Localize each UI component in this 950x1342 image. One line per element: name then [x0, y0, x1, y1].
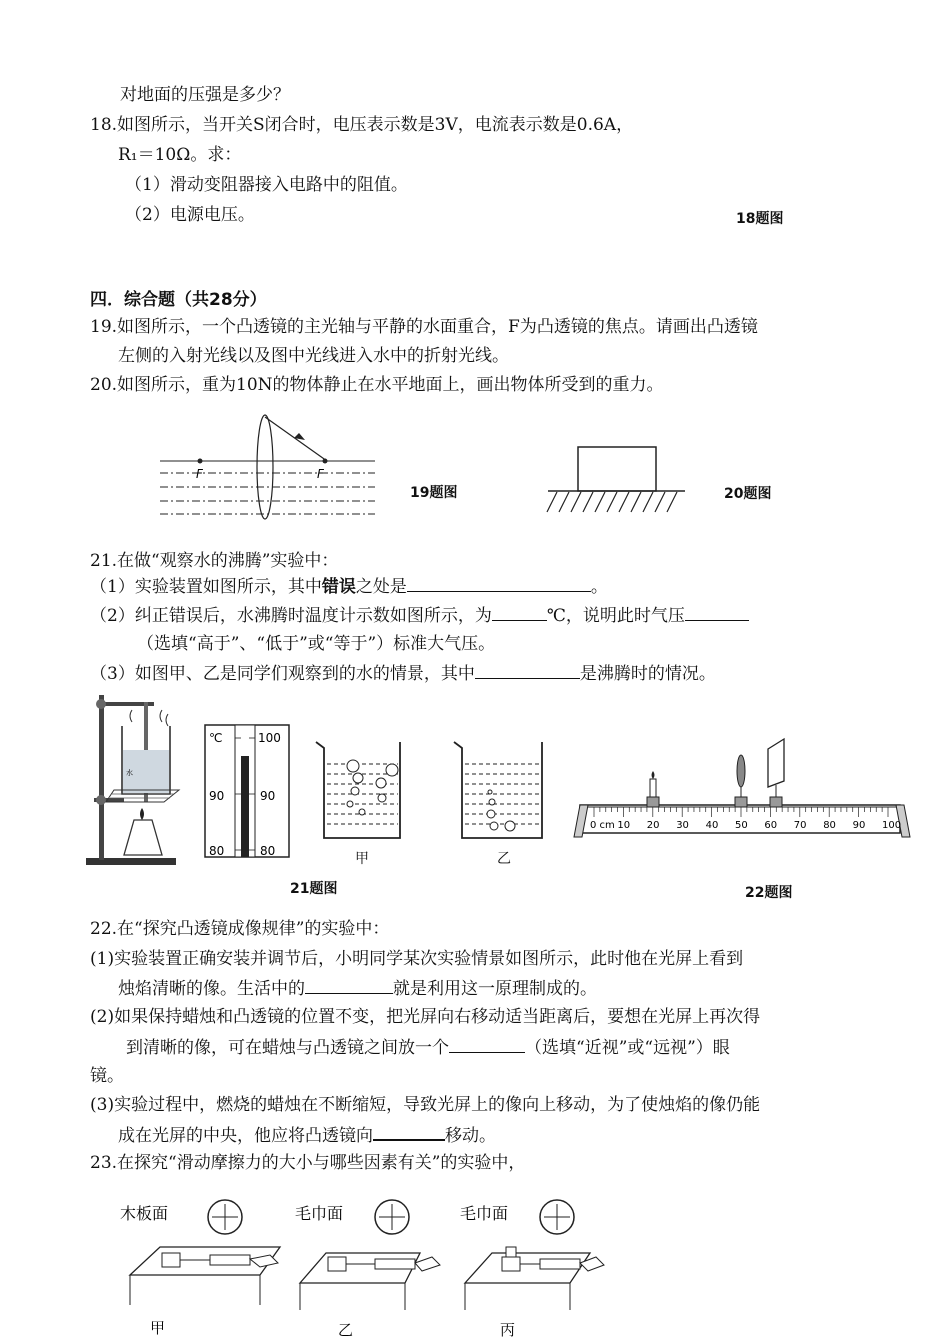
optical-bench-figure [570, 735, 912, 843]
thermometer-tick-90-left: 90 [209, 789, 225, 803]
thermometer-tick-90-right: 90 [260, 789, 276, 803]
lens-water-figure [155, 412, 380, 520]
setup-name-bing: 丙 [500, 1321, 516, 1339]
ruler-label: 20 [646, 820, 660, 831]
ruler-label: 60 [764, 820, 778, 831]
q21-sub2-cont: （选填“高于”、“低于”或“等于”）标准大气压。 [137, 634, 496, 654]
q17-text: 对地面的压强是多少？ [120, 85, 290, 105]
answer-blank[interactable] [449, 1036, 525, 1053]
q18-sub2: （2）电源电压。 [125, 205, 255, 225]
ruler-label: 50 [735, 820, 748, 831]
q22-sub2: (2)如果保持蜡烛和凸透镜的位置不变，把光屏向右移动适当距离后，要想在光屏上再次得 [90, 1007, 761, 1027]
thermometer-tick-100: 100 [258, 731, 281, 745]
q18-caption: 18题图 [736, 211, 784, 227]
beaker-yi-figure [450, 738, 554, 844]
beaker-jia-figure [310, 738, 410, 844]
q18-line2: R₁＝10Ω。求： [118, 145, 242, 165]
answer-blank[interactable] [373, 1123, 445, 1141]
q21-sub1: （1）实验装置如图所示，其中错误之处是 。 [90, 577, 608, 597]
ruler-label: 80 [823, 820, 836, 831]
q23-line1: 23.在探究“滑动摩擦力的大小与哪些因素有关”的实验中， [90, 1153, 526, 1173]
answer-blank[interactable] [305, 977, 393, 994]
ruler-label: 10 [617, 820, 631, 831]
q21-caption: 21题图 [290, 881, 338, 897]
ruler-label: 40 [705, 820, 719, 831]
q22-line1: 22.在“探究凸透镜成像规律”的实验中： [90, 919, 390, 939]
svg-text:水: 水 [126, 769, 133, 777]
surface-label-yi: 毛巾面 [295, 1204, 344, 1223]
setup-name-jia: 甲 [150, 1319, 166, 1337]
q21-sub3: （3）如图甲、乙是同学们观察到的水的情景，其中 是沸腾时的情况。 [90, 664, 716, 684]
section-heading: 四．综合题（共28分） [90, 290, 267, 310]
surface-label-bing: 毛巾面 [460, 1204, 509, 1223]
answer-blank[interactable] [407, 575, 591, 592]
q19-line1: 19.如图所示，一个凸透镜的主光轴与平静的水面重合，F为凸透镜的焦点。请画出凸透镜 [90, 317, 758, 337]
friction-experiment-figure [120, 1195, 620, 1340]
q22-sub2-cont: 到清晰的像，可在蜡烛与凸透镜之间放一个 （选填“近视”或“远视”）眼 [126, 1038, 730, 1058]
q21-sub2: （2）纠正错误后，水沸腾时温度计示数如图所示，为 ℃，说明此时气压 [90, 604, 749, 627]
q18-line1: 18.如图所示，当开关S闭合时，电压表示数是3V，电流表示数是0.6A， [90, 115, 634, 135]
q22-sub1: (1)实验装置正确安装并调节后，小明同学某次实验情景如图所示，此时他在光屏上看到 [90, 949, 744, 969]
ruler-label: 100 [882, 820, 902, 831]
surface-label-jia: 木板面 [120, 1204, 169, 1223]
ruler-label: 0 cm [590, 820, 615, 831]
thermometer-tick-80-left: 80 [209, 844, 225, 858]
q19-caption: 19题图 [410, 485, 458, 501]
thermometer-tick-80-right: 80 [260, 844, 276, 858]
answer-blank[interactable] [475, 662, 580, 679]
q22-caption: 22题图 [745, 885, 793, 901]
answer-blank[interactable] [685, 604, 749, 621]
boiling-apparatus-figure [84, 690, 184, 868]
beaker-yi-label: 乙 [497, 851, 511, 867]
setup-jia [120, 1200, 280, 1337]
setup-name-yi: 乙 [338, 1321, 354, 1339]
q20-caption: 20题图 [724, 486, 772, 502]
block-on-ground-figure [545, 440, 690, 518]
ruler-label: 70 [793, 820, 807, 831]
q19-line2: 左侧的入射光线以及图中光线进入水中的折射光线。 [118, 346, 509, 366]
q22-sub3: (3)实验过程中，燃烧的蜡烛在不断缩短，导致光屏上的像向上移动，为了使烛焰的像仍能 [90, 1095, 761, 1115]
q18-sub1: （1）滑动变阻器接入电路中的阻值。 [125, 175, 408, 195]
q22-sub2-end: 镜。 [90, 1066, 124, 1086]
thermometer-figure [200, 722, 294, 862]
setup-bing [460, 1200, 604, 1339]
setup-yi [295, 1200, 440, 1339]
q21-line1: 21.在做“观察水的沸腾”实验中： [90, 551, 339, 571]
focus-label-right: F [317, 467, 324, 481]
answer-blank[interactable] [492, 604, 547, 621]
q20-line1: 20.如图所示，重为10N的物体静止在水平地面上，画出物体所受到的重力。 [90, 375, 664, 395]
beaker-jia-label: 甲 [355, 851, 369, 867]
q22-sub3-cont: 成在光屏的中央，他应将凸透镜向 移动。 [118, 1123, 496, 1147]
ruler-label: 30 [676, 820, 689, 831]
thermometer-unit: ℃ [209, 731, 223, 745]
ruler-label: 90 [852, 820, 866, 831]
q22-sub1-cont: 烛焰清晰的像。生活中的 就是利用这一原理制成的。 [118, 979, 597, 999]
focus-label-left: F [196, 467, 203, 481]
